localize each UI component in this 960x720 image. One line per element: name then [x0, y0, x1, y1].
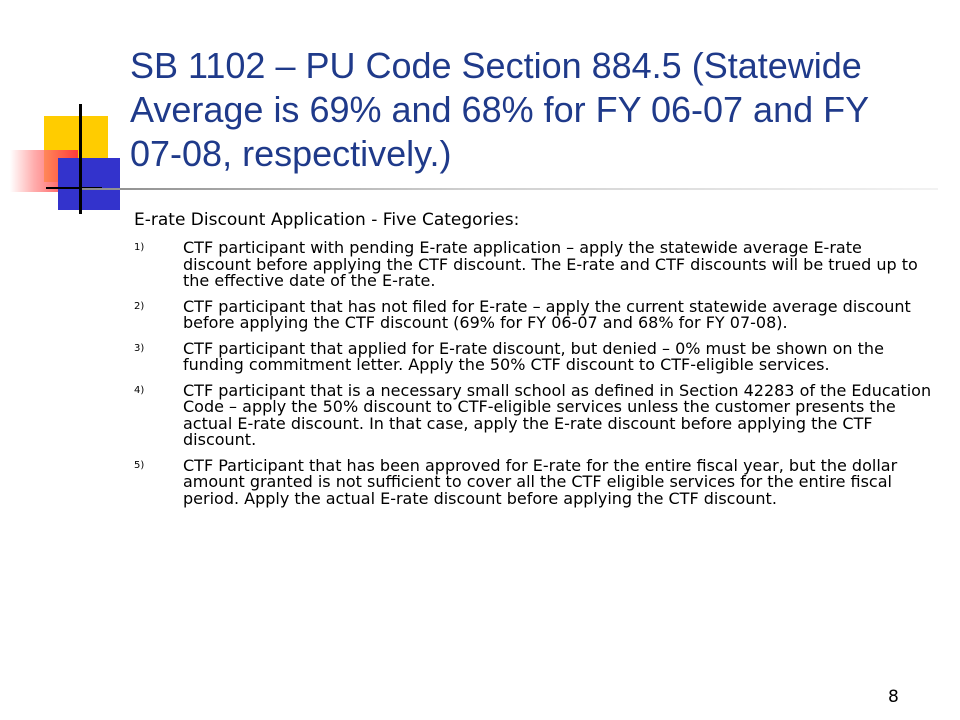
- item-text: CTF participant that is a necessary small school as defined in Section 42283 of the Education Code – apply the 50% discount to CTF-eligible services unless the customer presents the actual E-rate discount. In that case, apply the E-rate discount before applying the CTF discount.: [183, 380, 932, 449]
- slide-body: [134, 210, 934, 516]
- vertical-line: [79, 104, 82, 214]
- title-divider: [82, 188, 938, 190]
- slide-title: SB 1102 – PU Code Section 884.5 (Statewide Average is 69% and 68% for FY 06-07 and FY 07-08, respectively.): [130, 45, 869, 174]
- list-heading: E-rate Discount Application - Five Categories:: [134, 210, 520, 230]
- item-number: 3): [134, 342, 145, 354]
- blue-square: [58, 158, 120, 210]
- category-list: [134, 240, 934, 507]
- item-number: 2): [134, 300, 145, 312]
- list-item: [134, 240, 934, 290]
- item-text: CTF Participant that has been approved for E-rate for the entire fiscal year, but the dollar amount granted is not sufficient to cover all the CTF eligible services for the entire fiscal period. Apply the actual E-rate discount before applying the CTF discount.: [183, 455, 898, 508]
- item-number: 5): [134, 459, 145, 471]
- item-number: 1): [134, 242, 145, 253]
- list-item: [134, 338, 934, 374]
- item-text: CTF participant that has not filed for E-rate – apply the current statewide average discount before applying the CTF discount (69% for FY 06-07 and 68% for FY 07-08).: [183, 296, 911, 332]
- item-number: 4): [134, 384, 145, 396]
- page-number: 8: [888, 687, 899, 707]
- item-text: CTF participant with pending E-rate application – apply the statewide average E-rate discount before applying the CTF discount. The E-rate and CTF discounts will be trued up to the effective date of the E-rate.: [183, 238, 918, 290]
- item-text: CTF participant that applied for E-rate discount, but denied – 0% must be shown on the funding commitment letter. Apply the 50% CTF discount to CTF-eligible services.: [183, 338, 884, 374]
- list-item: [134, 296, 934, 332]
- list-item: [134, 455, 934, 508]
- corner-decoration: [0, 0, 130, 230]
- list-item: [134, 380, 934, 449]
